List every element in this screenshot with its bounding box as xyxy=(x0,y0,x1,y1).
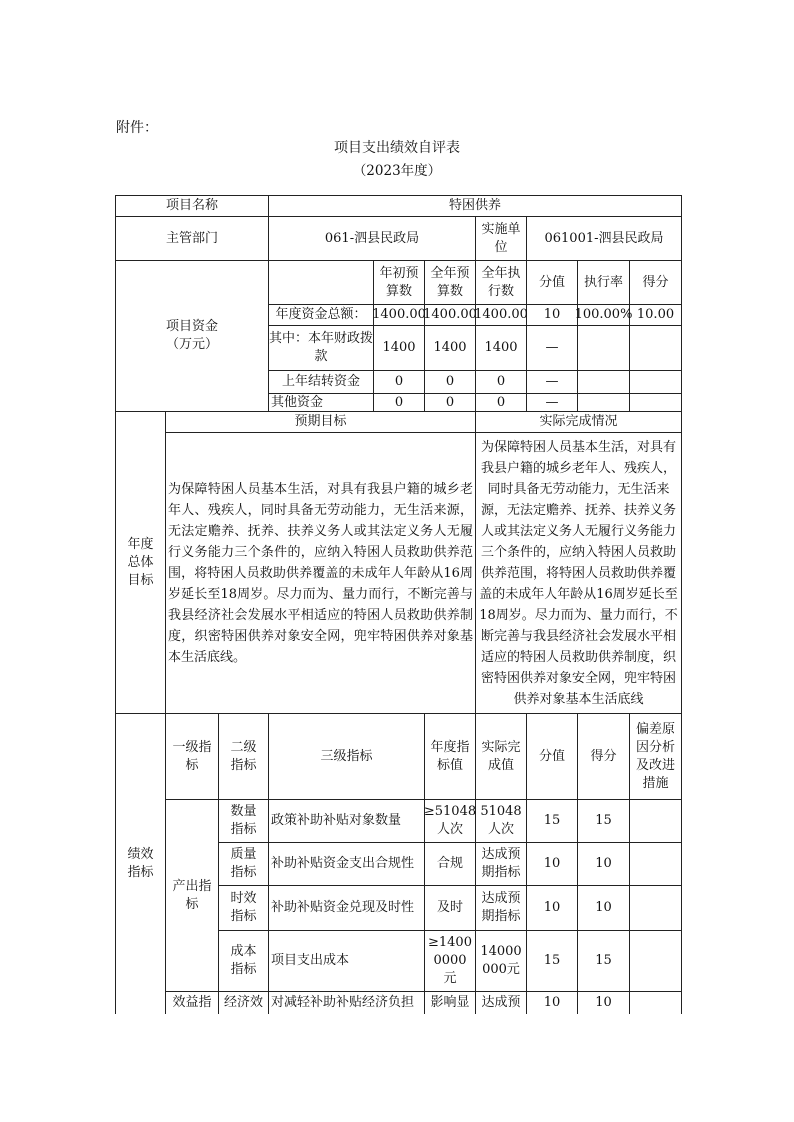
perf-l3: 补助补贴资金支出合规性 xyxy=(271,856,415,871)
funds-cell: — xyxy=(545,374,559,389)
col-exec-rate: 执行率 xyxy=(583,274,623,290)
perf-score: 10 xyxy=(595,995,612,1010)
col-perf-score-value: 分值 xyxy=(538,748,565,764)
perf-l3: 政策补助补贴对象数量 xyxy=(271,813,402,828)
funds-row-label: 年度资金总额： xyxy=(275,307,367,322)
perf-score: 10 xyxy=(595,900,612,915)
perf-actual: 达成预 xyxy=(481,995,521,1010)
perf-l3: 项目支出成本 xyxy=(271,953,350,968)
actual-goal-header: 实际完成情况 xyxy=(539,414,618,429)
perf-score: 15 xyxy=(595,813,612,828)
page-title: 项目支出绩效自评表 xyxy=(334,140,460,156)
funds-cell: 1400.00 xyxy=(423,307,477,322)
perf-label: 绩效指标 xyxy=(127,847,154,880)
perf-actual: 达成预期指标 xyxy=(481,847,521,880)
output-indicator-label: 产出指标 xyxy=(172,878,212,912)
funds-cell: 0 xyxy=(394,374,404,389)
col-target: 年度指标值 xyxy=(430,739,470,773)
perf-l2: 质量指标 xyxy=(230,847,257,880)
perf-target: ≥51048人次 xyxy=(423,804,477,837)
funds-cell: 0 xyxy=(445,374,455,389)
funds-cell: 0 xyxy=(496,374,506,389)
page-subtitle: （2023年度） xyxy=(352,163,442,179)
col-actual: 实际完成值 xyxy=(481,739,521,773)
perf-l3: 补助补贴资金兑现及时性 xyxy=(271,900,415,915)
perf-score: 10 xyxy=(595,856,612,871)
perf-target: 及时 xyxy=(436,900,463,915)
funds-label-line1: 项目资金 xyxy=(165,319,218,334)
col-score-value: 分值 xyxy=(538,274,565,290)
actual-goal-cell xyxy=(476,433,681,713)
col-deviation: 偏差原因分析及改进措施 xyxy=(635,721,675,791)
funds-cell: 0 xyxy=(496,394,506,410)
impl-value: 061001-泗县民政局 xyxy=(544,230,664,246)
perf-actual: 14000000元 xyxy=(480,944,522,977)
funds-cell: 0 xyxy=(445,394,455,410)
expected-goal-cell xyxy=(166,433,475,713)
perf-l2: 经济效 xyxy=(223,995,263,1010)
perf-score-value: 10 xyxy=(543,856,561,871)
col-executed: 全年执行数 xyxy=(481,265,521,299)
perf-target: ≥14000000元 xyxy=(428,935,472,986)
perf-actual: 51048人次 xyxy=(480,804,522,837)
col-perf-score: 得分 xyxy=(590,748,617,764)
perf-score-value: 15 xyxy=(543,813,561,828)
goals-label: 年度总体目标 xyxy=(127,536,154,588)
perf-score-value: 15 xyxy=(543,953,561,968)
perf-l3: 对减轻补助补贴经济负担 xyxy=(271,995,415,1010)
col-full-budget: 全年预算数 xyxy=(430,265,470,299)
funds-label xyxy=(116,261,268,411)
project-name-label: 项目名称 xyxy=(165,198,218,213)
col-score: 得分 xyxy=(642,274,669,290)
expected-goal-header: 预期目标 xyxy=(294,414,347,429)
dept-value: 061-泗县民政局 xyxy=(324,230,420,246)
perf-score-value: 10 xyxy=(543,900,561,915)
col-level2: 二级指标 xyxy=(230,739,257,773)
funds-row-label: 上年结转资金 xyxy=(281,374,360,389)
funds-cell: 100.00% xyxy=(574,307,633,322)
dept-label: 主管部门 xyxy=(165,230,218,246)
actual-goal-text: 为保障特困人员基本生活，对具有我县户籍的城乡老年人、残疾人，同时具备无劳动能力，无生活来源，无法定赡养、抚养、扶养义务人或其法定义务人无履行义务能力三个条件的，应纳入特困人员救助供养范围，将特困人员救助供养覆盖的未成年人年龄从16周岁延长至18周岁。尽力而为、量力而行，不断完善与我县经济社会发展水平相适应的特困人员救助供养制度，织密特困供养对象安全网，兜牢特困供养对象基本生活底线 xyxy=(479,439,678,707)
impl-label: 实施单位 xyxy=(481,221,521,255)
funds-cell: 1400.00 xyxy=(372,307,426,322)
funds-cell: 1400 xyxy=(382,340,416,355)
col-initial-budget: 年初预算数 xyxy=(379,265,419,299)
col-level1: 一级指标 xyxy=(172,739,212,773)
benefit-indicator-label: 效益指 xyxy=(172,995,212,1010)
perf-score: 15 xyxy=(595,953,612,968)
funds-cell: 1400.00 xyxy=(474,307,528,322)
attachment-label: 附件： xyxy=(116,120,158,136)
funds-label-line2: （万元） xyxy=(165,337,218,352)
col-level3: 三级指标 xyxy=(320,748,373,764)
funds-cell: — xyxy=(545,394,559,410)
perf-score-value: 10 xyxy=(543,995,561,1010)
funds-cell: 0 xyxy=(394,394,404,410)
funds-cell: 1400 xyxy=(484,340,518,355)
funds-cell: 10.00 xyxy=(636,307,675,322)
funds-cell: 1400 xyxy=(433,340,467,355)
perf-target: 合规 xyxy=(436,856,463,871)
funds-row-label: 其他资金 xyxy=(271,394,324,410)
perf-actual: 达成预期指标 xyxy=(481,891,521,924)
project-name-value: 特困供养 xyxy=(448,198,501,213)
perf-l2: 时效指标 xyxy=(230,891,257,924)
perf-l2: 数量指标 xyxy=(230,804,257,837)
funds-cell: 10 xyxy=(543,307,561,322)
perf-target: 影响显 xyxy=(430,995,470,1010)
funds-row-label: 其中：本年财政拨款 xyxy=(269,331,374,364)
expected-goal-text: 为保障特困人员基本生活，对具有我县户籍的城乡老年人、残疾人，同时具备无劳动能力，无生活来源，无法定赡养、抚养、扶养义务人或其法定义务人无履行义务能力三个条件的，应纳入特困人员救助供养范围，将特困人员救助供养覆盖的未成年人年龄从16周岁延长至18周岁。尽力而为、量力而行，不断完善与我县经济社会发展水平相适应的特困人员救助供养制度，织密特困供养对象安全网，兜牢特困供养对象基本生活底线。 xyxy=(168,481,473,665)
funds-cell: — xyxy=(545,340,559,355)
perf-l2: 成本指标 xyxy=(230,944,257,977)
